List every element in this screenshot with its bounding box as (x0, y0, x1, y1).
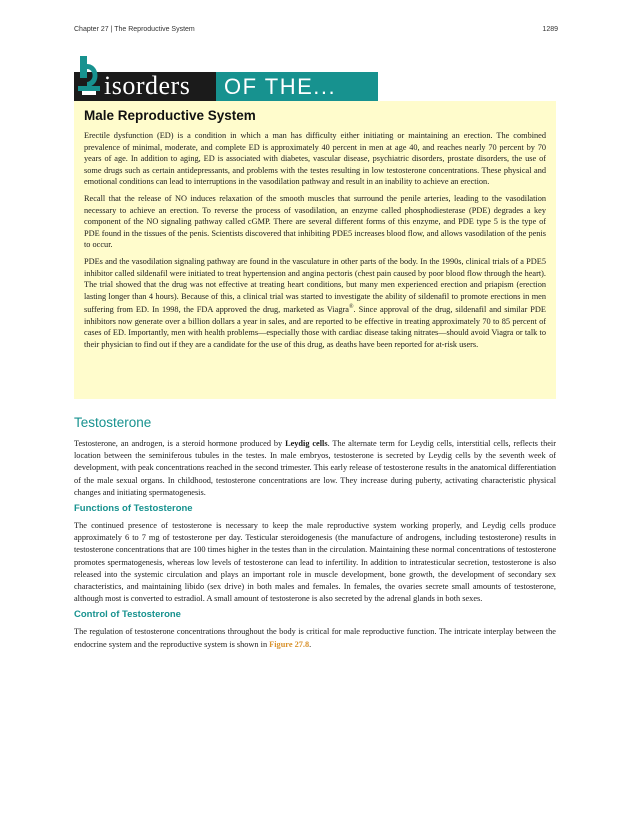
section-heading-testosterone: Testosterone (74, 415, 152, 430)
main-text (74, 414, 556, 655)
registered-mark: ® (348, 304, 354, 311)
disorders-feature-box (74, 101, 556, 399)
testosterone-text-a: Testosterone, an androgen, is a steroid hormone produced by (74, 439, 286, 448)
control-text-b: . (309, 639, 312, 649)
key-term-leydig-cells: Leydig cells (285, 439, 328, 448)
feature-paragraph-1: Erectile dysfunction (ED) is a condition in which a man has difficulty either initiating or maintaining an erection. The combined prevalence of minimal, moderate, and complete ED is approximately 40 percent in men at age 40, and reaches nearly 70 percent by 70 years of age. In addition to aging, ED is associated with diabetes, vascular disease, psychiatric disorders, prostate disorders, the use of some drugs such as certain antidepressants, and problems with the testes resulting in low testosterone concentrations. These physical and emotional conditions can lead to interruptions in the vasodilation pathway and result in an inability to achieve an erection. (84, 131, 546, 187)
functions-paragraph: The continued presence of testosterone is necessary to keep the male reproductive system working properly, and Leydig cells produce approximately 6 to 7 mg of testosterone per day. Testicular steroidogenesis (the manufacture of androgens, including testosterone) results in testosterone concentrations that are 100 times higher in the testes than in the circulation. Maintaining these normal concentrations of testosterone promotes spermatogenesis, whereas low levels of testosterone can lead to infertility. In addition to intratesticular secretion, testosterone is also released into the systemic circulation and plays an important role in muscle development, bone growth, the development of secondary sex characteristics, and maintaining libido (sex drive) in both males and females. In females, the ovaries secrete small amounts of testosterone, although most is converted to estradiol. A small amount of testosterone is also secreted by the adrenal glands in both sexes. (74, 521, 556, 604)
feature-title: Male Reproductive System (84, 108, 256, 123)
feature-paragraph-3-part-b: . Since approval of the drug, sildenafil and similar PDE inhibitors now generate over a billion dollars a year in sales, and are reported to be effective in treating approximately 70 to 85 percent of cases of ED. Importantly, men with health problems—especially those with cardiac disease taking nitrates—should avoid Viagra or talk to their physician to find out if they are a candidate for the use of this drug, as deaths have been reported for at-risk users. (84, 305, 546, 349)
banner-word-of-the: OF THE... (224, 74, 337, 99)
feature-paragraph-3-part-a: PDEs and the vasodilation signaling pathway are found in the vasculature in other parts of the body. In the 1990s, clinical trials of a PDE5 inhibitor called sildenafil were initiated to treat hypertension and angina pectoris (chest pain caused by poor blood flow through the heart). The trial showed that the drug was not effective at treating heart conditions, but many men experienced erection and priapism (erection lasting longer than 4 hours). Because of this, a clinical trial was started to investigate the ability of sildenafil to promote erections in men suffering from ED. In 1998, the FDA approved the drug, marketed as Viagra (84, 256, 546, 315)
feature-paragraph-3 (84, 256, 546, 351)
running-header (74, 26, 558, 33)
feature-paragraph-2: Recall that the release of NO induces relaxation of the smooth muscles that surround the penile arteries, leading to the vasodilation necessary to achieve an erection. To reverse the process of vasodilation, an enzyme called phosphodiesterase (PDE) degrades a key component of the NO signaling pathway called cGMP. There are several different forms of this enzyme, and PDE type 5 is the type of PDE found in the tissues of the penis. Scientists discovered that inhibiting PDE5 increases blood flow, and allows vasodilation of the penis to occur. (84, 193, 546, 250)
banner-word-isorders: isorders (104, 71, 191, 100)
testosterone-text-b: . The alternate term for Leydig cells, interstitial cells, reflects their location between the seminiferous tubules in the testes. In male embryos, testosterone is secreted by Leydig cells by the seventh week of development, with peak concentrations reached in the second trimester. This early release of testosterone results in the anatomical differentiation of the male sexual organs. In childhood, testosterone concentrations are low. They increase during puberty, activating characteristic physical changes and initiating spermatogenesis. (74, 439, 556, 497)
control-text-a: The regulation of testosterone concentrations throughout the body is critical for male reproductive function. The intricate interplay between the endocrine system and the reproductive system is shown in (74, 627, 556, 649)
page-number: 1289 (542, 26, 558, 33)
chapter-title: Chapter 27 | The Reproductive System (74, 26, 195, 33)
subheading-control: Control of Testosterone (74, 609, 181, 621)
testosterone-paragraph (74, 438, 556, 499)
control-paragraph (74, 626, 556, 650)
disorders-banner (74, 56, 378, 101)
subheading-functions: Functions of Testosterone (74, 503, 193, 515)
figure-link[interactable]: Figure 27.8 (269, 639, 310, 649)
microscope-d-icon (76, 56, 104, 101)
